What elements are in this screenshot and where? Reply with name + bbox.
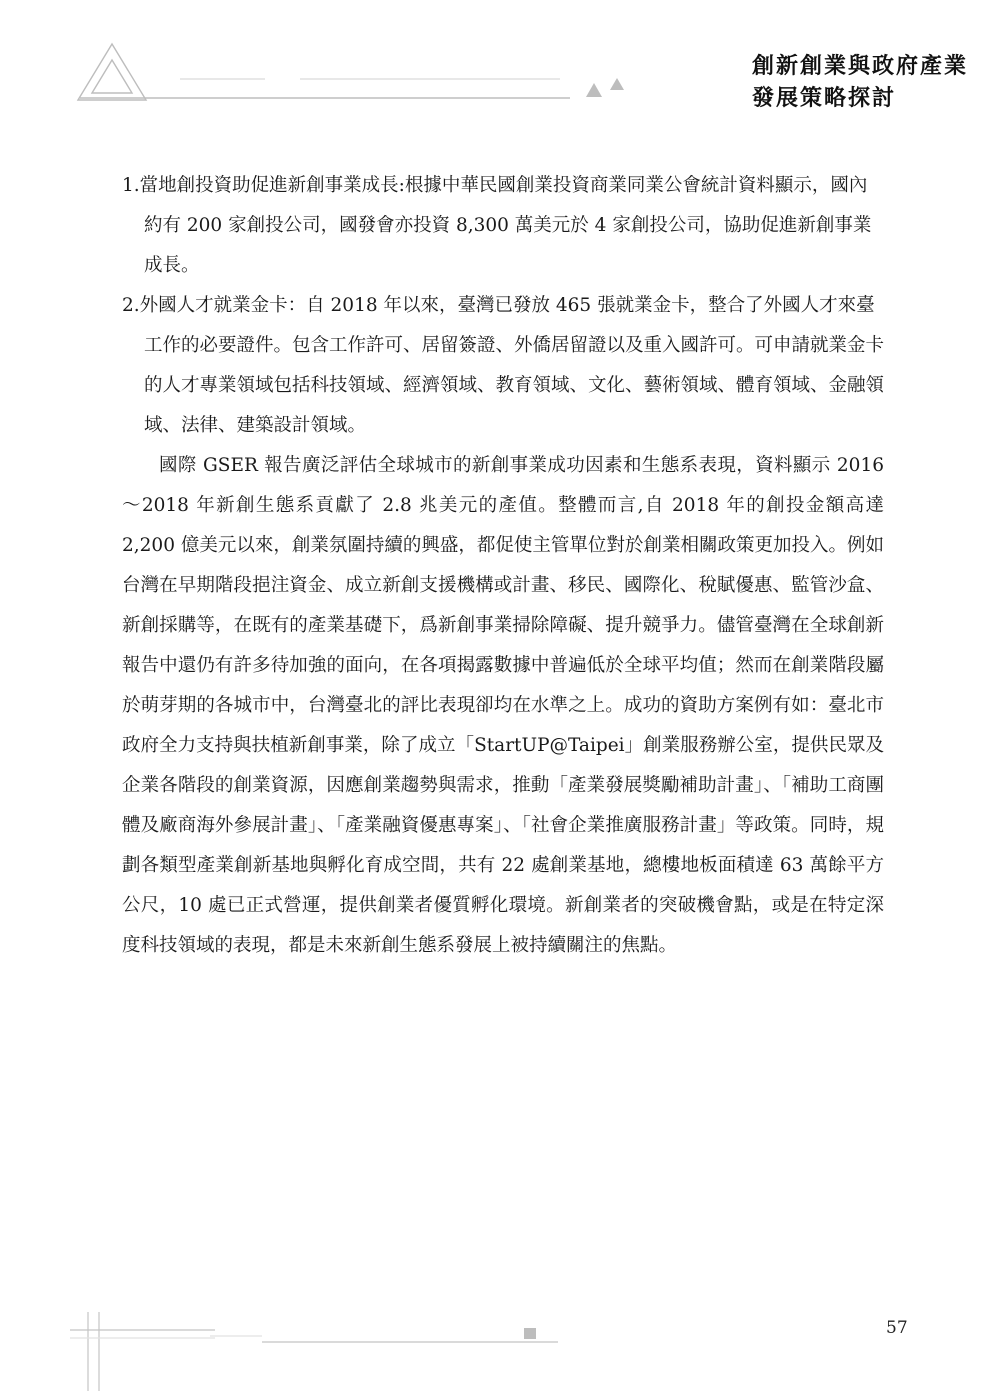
header-ornament — [78, 44, 570, 100]
body-text — [122, 166, 884, 966]
small-triangle-icon — [610, 78, 624, 90]
list-item-number: 2. — [122, 295, 140, 316]
list-item — [122, 166, 884, 286]
footer-ornament — [70, 1312, 558, 1391]
running-header-line-2: 發展策略探討 — [752, 85, 897, 111]
running-header-title — [752, 50, 967, 114]
running-header-line-1: 創新創業與政府產業 — [752, 53, 969, 79]
list-item-number: 1. — [122, 175, 140, 196]
page-number: 57 — [886, 1318, 908, 1338]
header-triangle-inner-icon — [92, 60, 132, 93]
list-item-text: 外國人才就業金卡：自 2018 年以來，臺灣已發放 465 張就業金卡，整合了外國人才來臺工作的必要證件。包含工作許可、居留簽證、外僑居留證以及重入國許可。可申請就業金卡的人才專業領域包括科技領域、經濟領域、教育領域、文化、藝術領域、體育領域、金融領域、法律、建築設計領域。 — [139, 295, 885, 436]
body-paragraph: 國際 GSER 報告廣泛評估全球城市的新創事業成功因素和生態系表現，資料顯示 2016～2018 年新創生態系貢獻了 2.8 兆美元的產值。整體而言,自 2018 年的創投金額高達 2,200 億美元以來，創業氛圍持續的興盛，都促使主管單位對於創業相關政策更加投入。例如台灣在早期階段挹注資金、成立新創支援機構或計畫、移民、國際化、稅賦優惠、監管沙盒、新創採購等，在既有的產業基礎下，爲新創事業掃除障礙、提升競爭力。儘管臺灣在全球創新報告中還仍有許多待加強的面向，在各項揭露數據中普遍低於全球平均值；然而在創業階段屬於萌芽期的各城市中，台灣臺北的評比表現卻均在水準之上。成功的資助方案例有如：臺北市政府全力支持與扶植新創事業，除了成立「StartUP@Taipei」創業服務辦公室，提供民眾及企業各階段的創業資源，因應創業趨勢與需求，推動「產業發展獎勵補助計畫」、「補助工商團體及廠商海外參展計畫」、「產業融資優惠專案」、「社會企業推廣服務計畫」等政策。同時，規劃各類型產業創新基地與孵化育成空間，共有 22 處創業基地，總樓地板面積達 63 萬餘平方公尺，10 處已正式營運，提供創業者優質孵化環境。新創業者的突破機會點，或是在特定深度科技領域的表現，都是未來新創生態系發展上被持續關注的焦點。 — [122, 455, 884, 956]
header-small-triangles — [586, 78, 624, 97]
header-triangle-outer-icon — [78, 44, 146, 100]
list-item — [122, 286, 884, 446]
small-triangle-icon — [586, 83, 602, 97]
footer-square-icon — [524, 1328, 536, 1339]
list-item-text: 當地創投資助促進新創事業成長:根據中華民國創業投資商業同業公會統計資料顯示，國內約有 200 家創投公司，國發會亦投資 8,300 萬美元於 4 家創投公司，協助促進新創事業成長。 — [139, 175, 872, 276]
